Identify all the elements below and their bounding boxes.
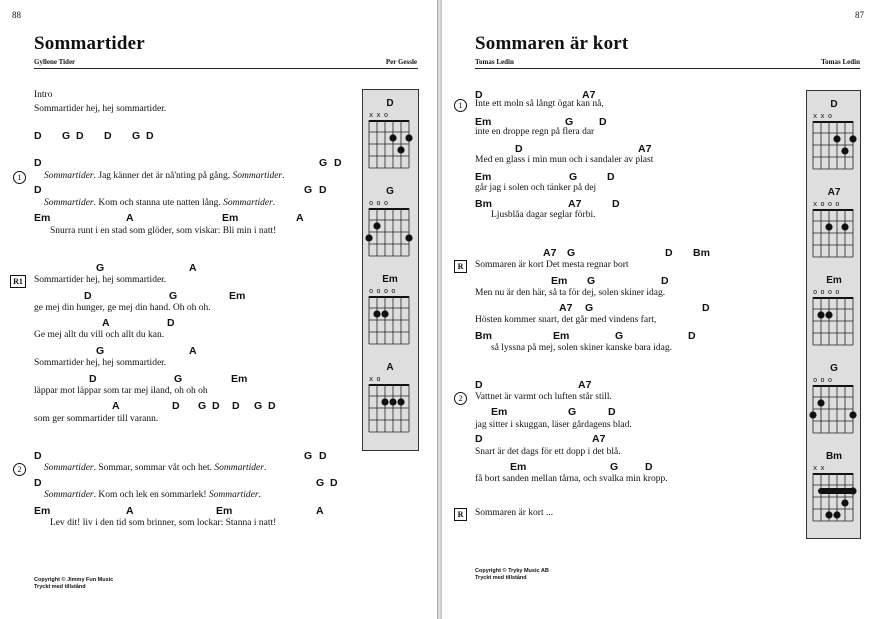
chord-symbol: D: [319, 450, 327, 462]
finger-dot: [825, 311, 832, 318]
page-number: 87: [855, 10, 864, 20]
author: Tomas Ledin: [821, 58, 860, 66]
fretboard-nut: [369, 208, 409, 210]
copyright-line: Copyright © Jimmy Fun Music: [34, 577, 114, 583]
lyric-italic: Sommartider: [223, 198, 273, 208]
chord-symbol: D: [475, 379, 483, 391]
copyright: [34, 577, 113, 591]
chord-symbol: D: [334, 157, 342, 169]
song-title: Sommartider: [34, 33, 145, 54]
finger-dot: [849, 411, 856, 418]
lyric-line: inte en droppe regn på flera dar: [475, 127, 595, 137]
lyric-line: Med en glass i min mun och i sandaler av plast: [475, 155, 654, 165]
finger-dot: [841, 147, 848, 154]
chord-diagram-name: D: [386, 98, 394, 109]
lyric-line: [44, 198, 275, 208]
chord-symbol: G: [615, 330, 624, 342]
lyric-line: som ger sommartider till varann.: [34, 414, 159, 424]
chord-symbol: Em: [551, 275, 568, 287]
lyric-line: Men nu är den här, så ta för dej, solen skiner idag.: [475, 288, 666, 298]
lyric-line: Intro: [34, 90, 53, 100]
finger-dot: [397, 398, 404, 405]
finger-dot: [809, 411, 816, 418]
lyric-line: Ge mej allt du vill och allt du kan.: [34, 330, 165, 340]
chord-symbol: A: [126, 505, 134, 517]
chord-symbol: Em: [216, 505, 233, 517]
lyric-text: . Kom och stanna ute natten lång.: [93, 198, 224, 208]
chord-symbol: D: [515, 143, 523, 155]
lyric-line: jag sitter i skuggan, läser gårdagens blad.: [475, 420, 632, 430]
chord-symbol: Em: [229, 290, 246, 302]
copyright-line: Tryckt med tillstånd: [475, 575, 527, 581]
finger-dot: [841, 223, 848, 230]
chord-symbol: Bm: [475, 330, 492, 342]
refrain-marker: R1: [10, 275, 26, 288]
lyric-italic: Sommartider: [208, 490, 259, 500]
lyric-italic: Sommartider: [44, 463, 94, 473]
chord-symbol: G: [567, 247, 576, 259]
lyric-line: ge mej din hunger, ge mej din hand. Oh oh oh.: [34, 303, 211, 313]
lyric-line: [44, 171, 285, 181]
open-string-marks: x x o: [813, 112, 832, 120]
open-string-marks: x x o: [369, 111, 388, 119]
fretboard-nut: [813, 209, 853, 211]
lyric-text: . Sommar, sommar våt och het.: [93, 463, 215, 473]
lyric-line: läppar mot läppar som tar mej iland, oh oh oh: [34, 386, 208, 396]
open-string-marks: x o o o: [813, 200, 840, 208]
chord-fretboard: [369, 208, 411, 258]
chord-symbol: Bm: [693, 247, 710, 259]
chord-fretboard: [369, 296, 411, 346]
chord-symbol: D: [76, 130, 84, 142]
chord-symbol: Em: [475, 171, 492, 183]
finger-dot: [825, 511, 832, 518]
lyric-italic: Sommartider: [214, 463, 264, 473]
song-title: Sommaren är kort: [475, 33, 629, 54]
lyric-line: Snart är det dags för ett dopp i det blå.: [475, 447, 621, 457]
chord-symbol: A7: [582, 89, 596, 101]
finger-dot: [373, 222, 380, 229]
chord-symbol: A7: [543, 247, 557, 259]
lyric-line: Ljusblåa dagar seglar förbi.: [491, 210, 596, 220]
chord-symbol: A: [189, 262, 197, 274]
chord-symbol: G: [565, 116, 574, 128]
chord-symbol: D: [167, 317, 175, 329]
chord-diagram-name: Em: [382, 274, 398, 285]
chord-symbol: Em: [34, 212, 51, 224]
chord-symbol: G: [587, 275, 596, 287]
chord-symbol: D: [608, 406, 616, 418]
chord-symbol: A7: [559, 302, 573, 314]
chord-symbol: Em: [553, 330, 570, 342]
chord-symbol: A: [112, 400, 120, 412]
lyric-line: Sommartider hej, hej sommartider.: [34, 275, 167, 285]
right-page: [442, 0, 878, 619]
fretboard-nut: [369, 296, 409, 298]
lyric-text: .: [258, 490, 261, 500]
lyric-line: [44, 490, 261, 500]
refrain-marker: R: [454, 508, 467, 521]
chord-symbol: Em: [231, 373, 248, 385]
open-string-marks: o o o o: [813, 288, 840, 296]
chord-symbol: A: [189, 345, 197, 357]
chord-symbol: Bm: [475, 198, 492, 210]
lyric-line: Snurra runt i en stad som glöder, som viskar: Bli min i natt!: [50, 226, 277, 236]
chord-symbol: D: [330, 477, 338, 489]
finger-dot: [841, 499, 848, 506]
finger-dot: [833, 511, 840, 518]
chord-diagram-name: Em: [826, 275, 842, 286]
chord-symbol: A: [296, 212, 304, 224]
chord-symbol: D: [212, 400, 220, 412]
open-string-marks: o o o: [813, 376, 832, 384]
chord-diagram-name: Bm: [825, 451, 843, 462]
chord-symbol: G: [96, 345, 105, 357]
chord-symbol: Em: [510, 461, 527, 473]
chord-symbol: D: [172, 400, 180, 412]
chord-symbol: D: [34, 477, 42, 489]
page-number: 88: [12, 10, 21, 20]
lyric-line: [44, 463, 266, 473]
chord-fretboard: [813, 385, 855, 435]
chord-symbol: D: [89, 373, 97, 385]
chord-symbol: A: [102, 317, 110, 329]
open-string-marks: o o o: [369, 199, 388, 207]
lyric-line: går jag i solen och tänker på dej: [475, 183, 597, 193]
chord-symbol: G: [568, 406, 577, 418]
chord-diagram-panel: [806, 90, 861, 539]
chord-symbol: G: [610, 461, 619, 473]
open-string-marks: x o: [369, 375, 381, 383]
chord-symbol: Em: [491, 406, 508, 418]
open-string-marks: x x: [813, 464, 825, 472]
chord-symbol: D: [232, 400, 240, 412]
chord-symbol: G: [319, 157, 328, 169]
chord-symbol: G: [569, 171, 578, 183]
chord-symbol: D: [702, 302, 710, 314]
lyric-line: Sommartider hej, hej sommartider.: [34, 358, 167, 368]
chord-diagram-name: G: [386, 186, 394, 197]
chord-symbol: A: [126, 212, 134, 224]
chord-symbol: D: [104, 130, 112, 142]
finger-dot: [833, 135, 840, 142]
chord-symbol: G: [62, 130, 71, 142]
chord-diagram-name: G: [830, 363, 838, 374]
chord-fretboard: [813, 121, 855, 171]
lyric-line: Sommaren är kort Det mesta regnar bort: [475, 260, 629, 270]
chord-symbol: D: [688, 330, 696, 342]
verse-marker: 2: [454, 392, 467, 405]
finger-dot: [389, 398, 396, 405]
open-string-marks: o o o o: [369, 287, 396, 295]
finger-dot: [825, 223, 832, 230]
copyright: [475, 568, 549, 582]
chord-fretboard: [813, 209, 855, 259]
chord-symbol: D: [84, 290, 92, 302]
lyric-text: . Kom och lek en sommarlek!: [93, 490, 209, 500]
artist: Gyllene Tider: [34, 58, 76, 66]
verse-marker: 1: [13, 171, 26, 184]
chord-symbol: D: [268, 400, 276, 412]
lyric-line: Lev dit! liv i den tid som brinner, som lockar: Stanna i natt!: [50, 518, 277, 528]
chord-symbol: D: [665, 247, 673, 259]
lyric-line: Vattnet är varmt och luften står still.: [475, 392, 612, 402]
finger-dot: [849, 135, 856, 142]
finger-dot: [405, 134, 412, 141]
lyric-line: Inte ett moln så långt ögat kan nå,: [475, 99, 604, 109]
copyright-line: Copyright © Tryky Music AB: [475, 568, 549, 574]
chord-symbol: G: [585, 302, 594, 314]
finger-dot: [389, 134, 396, 141]
chord-symbol: G: [254, 400, 263, 412]
chord-symbol: Em: [222, 212, 239, 224]
chord-symbol: G: [132, 130, 141, 142]
chord-symbol: D: [475, 89, 483, 101]
lyric-line: Hösten kommer snart, det går med vindens fart,: [475, 315, 657, 325]
chord-symbol: Em: [34, 505, 51, 517]
chord-symbol: D: [599, 116, 607, 128]
chord-symbol: A7: [578, 379, 592, 391]
lyric-line: Sommaren är kort ...: [475, 508, 554, 518]
chord-diagram-name: A: [386, 362, 394, 373]
title-rule: [34, 68, 418, 69]
finger-dot: [365, 234, 372, 241]
chord-symbol: D: [645, 461, 653, 473]
chord-fretboard: [369, 120, 411, 170]
finger-dot: [405, 234, 412, 241]
chord-symbol: G: [169, 290, 178, 302]
verse-marker: 2: [13, 463, 26, 476]
lyric-italic: Sommartider: [232, 171, 283, 181]
chord-symbol: G: [316, 477, 325, 489]
fretboard-nut: [813, 473, 853, 475]
chord-symbol: A7: [638, 143, 652, 155]
chord-diagram-name: D: [830, 99, 838, 110]
finger-dot: [373, 310, 380, 317]
lyric-text: . Jag känner det är nå'nting på gång.: [93, 171, 233, 181]
lyric-text: .: [272, 198, 276, 208]
chord-symbol: D: [319, 184, 327, 196]
chord-symbol: G: [174, 373, 183, 385]
chord-symbol: D: [34, 157, 42, 169]
chord-symbol: A: [316, 505, 324, 517]
left-page: [0, 0, 437, 619]
lyric-italic: Sommartider: [44, 171, 94, 181]
chord-symbol: D: [612, 198, 620, 210]
lyric-italic: Sommartider: [44, 198, 94, 208]
chord-symbol: D: [34, 184, 42, 196]
lyric-text: .: [263, 463, 267, 473]
chord-symbol: G: [96, 262, 105, 274]
chord-diagram-name: A7: [827, 187, 841, 198]
author: Per Gessle: [385, 58, 417, 66]
fretboard-nut: [813, 385, 853, 387]
finger-dot: [817, 399, 824, 406]
lyric-text: .: [282, 171, 285, 181]
chord-symbol: D: [34, 450, 42, 462]
chord-symbol: G: [198, 400, 207, 412]
lyric-line: få bort sanden mellan tårna, och svalka min kropp.: [475, 474, 668, 484]
chord-symbol: D: [34, 130, 42, 142]
verse-marker: 1: [454, 99, 467, 112]
lyric-line: så lyssna på mej, solen skiner kanske bara idag.: [491, 343, 672, 353]
finger-dot: [381, 310, 388, 317]
chord-diagram-panel: [362, 89, 419, 451]
copyright-line: Tryckt med tillstånd: [34, 584, 86, 590]
fretboard-nut: [369, 120, 409, 122]
artist: Tomas Ledin: [475, 58, 514, 66]
chord-symbol: D: [475, 433, 483, 445]
finger-dot: [849, 487, 856, 494]
chord-symbol: Em: [475, 116, 492, 128]
title-rule: [475, 68, 860, 69]
fretboard-nut: [813, 121, 853, 123]
chord-fretboard: [369, 384, 411, 434]
chord-symbol: A7: [568, 198, 582, 210]
lyric-italic: Sommartider: [44, 490, 94, 500]
fretboard-nut: [813, 297, 853, 299]
finger-dot: [381, 398, 388, 405]
chord-symbol: D: [661, 275, 669, 287]
fretboard-nut: [369, 384, 409, 386]
refrain-marker: R: [454, 260, 467, 273]
chord-symbol: D: [607, 171, 615, 183]
chord-fretboard: [813, 473, 855, 523]
chord-symbol: D: [146, 130, 154, 142]
chord-symbol: A7: [592, 433, 606, 445]
chord-symbol: G: [304, 184, 313, 196]
finger-dot: [817, 311, 824, 318]
chord-symbol: G: [304, 450, 313, 462]
chord-fretboard: [813, 297, 855, 347]
lyric-line: Sommartider hej, hej sommartider.: [34, 104, 167, 114]
finger-dot: [397, 146, 404, 153]
